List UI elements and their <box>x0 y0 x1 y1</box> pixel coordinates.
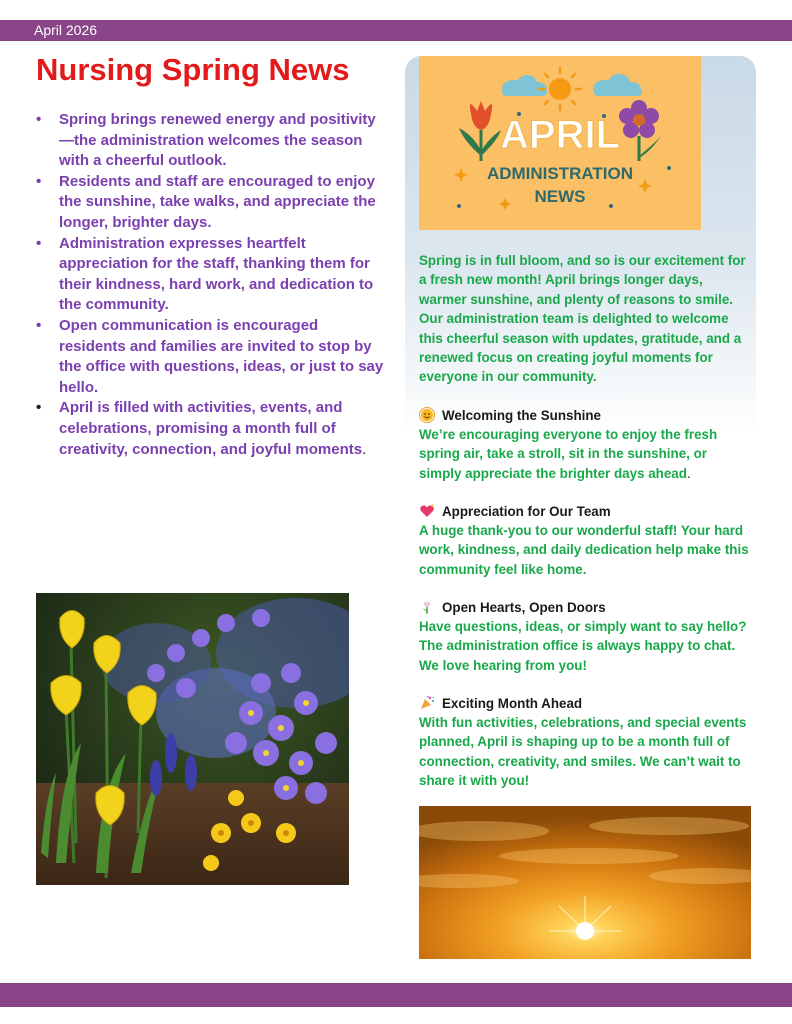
issue-date: April 2026 <box>34 22 98 38</box>
section-heading: Appreciation for Our Team <box>442 503 611 519</box>
section-heading: Open Hearts, Open Doors <box>442 599 606 615</box>
section-open-hearts <box>419 597 753 675</box>
sunset-illustration <box>419 806 751 959</box>
banner-title: APRIL <box>500 113 620 157</box>
party-popper-icon <box>419 695 435 711</box>
top-date-bar <box>0 20 792 41</box>
bullet-item <box>36 398 386 460</box>
section-body-text: We’re encouraging everyone to enjoy the fresh spring air, take a stroll, sit in the sunshine, or simply appreciate the brighter days ahead <box>419 427 718 481</box>
bullet-dot-icon: • <box>36 111 42 128</box>
section-body: Have questions, ideas, or simply want to say hello? The administration office is always happy to chat. We love hearing from you! <box>419 619 747 673</box>
bullet-item <box>36 234 386 316</box>
bullet-item <box>36 172 386 234</box>
bullet-text: April is filled with activities, events, and celebrations, promising a month full of creativity, connection, and joyful moments <box>59 399 363 458</box>
section-heading-row <box>419 405 753 425</box>
banner-subtitle: ADMINISTRATION <box>486 164 634 183</box>
bullet-dot-icon: • <box>36 172 42 190</box>
bottom-accent-bar <box>0 983 792 1007</box>
section-heading-row <box>419 501 753 521</box>
summary-bullet-list <box>36 110 386 460</box>
smiling-sun-icon <box>419 407 435 423</box>
section-heading-row <box>419 597 753 617</box>
newsletter-title: Nursing Spring News <box>36 52 350 87</box>
cloud-icon <box>502 75 547 96</box>
section-body: A huge thank-you to our wonderful staff! Your hard work, kindness, and daily dedication help make this community feel like home. <box>419 523 749 577</box>
section-body-tail: . <box>686 465 691 481</box>
bullet-period: . <box>362 440 367 458</box>
purple-flower-icon <box>619 100 661 161</box>
tulip-icon <box>459 101 501 161</box>
section-welcoming-sunshine <box>419 405 753 483</box>
intro-paragraph: Spring is in full bloom, and so is our excitement for a fresh new month! April brings longer days, warmer sunshine, and plenty of reasons to smile. Our administration team is delighted to welcome this cheerful season with updates, gratitude, and a renewed focus on creating joyful moments for everyone in our community. <box>419 253 746 385</box>
sparkling-heart-icon <box>419 503 435 519</box>
bullet-text: Administration expresses heartfelt appreciation for the staff, thanking them for their kindness, hard work, and dedication to the community. <box>59 234 374 314</box>
bullet-text: Spring brings renewed energy and positivity—the administration welcomes the season with a cheerful outlook. <box>59 111 376 170</box>
bullet-item <box>36 316 386 398</box>
april-administration-banner <box>419 56 701 230</box>
bullet-item <box>36 110 386 172</box>
bullet-text: Open communication is encouraged residents and families are invited to stop by the office with questions, ideas, or just to say hello. <box>59 316 384 396</box>
section-heading: Exciting Month Ahead <box>442 695 583 711</box>
bullet-dot-icon: • <box>36 234 42 252</box>
spring-flowers-photo <box>36 593 349 885</box>
tulip-icon <box>419 599 435 615</box>
section-body <box>419 425 753 483</box>
banner-subtitle-news: NEWS <box>534 187 586 206</box>
cloud-icon <box>593 74 642 96</box>
banner-illustration <box>419 56 701 230</box>
section-heading: Welcoming the Sunshine <box>442 407 601 423</box>
section-heading-row <box>419 693 753 713</box>
bullet-text: Residents and staff are encouraged to enjoy the sunshine, take walks, and appreciate the longer, brighter days. <box>59 172 376 231</box>
bullet-dot-icon: • <box>36 316 42 334</box>
section-body: With fun activities, celebrations, and special events planned, April is shaping up to be a month full of connection, creativity, and smiles. We can’t wait to share it with you! <box>419 715 747 789</box>
section-appreciation-team <box>419 501 753 579</box>
sunset-photo <box>419 806 751 959</box>
bullet-dot-icon: • <box>36 399 42 417</box>
spring-flowers-illustration <box>36 593 349 885</box>
section-exciting-month <box>419 693 753 791</box>
